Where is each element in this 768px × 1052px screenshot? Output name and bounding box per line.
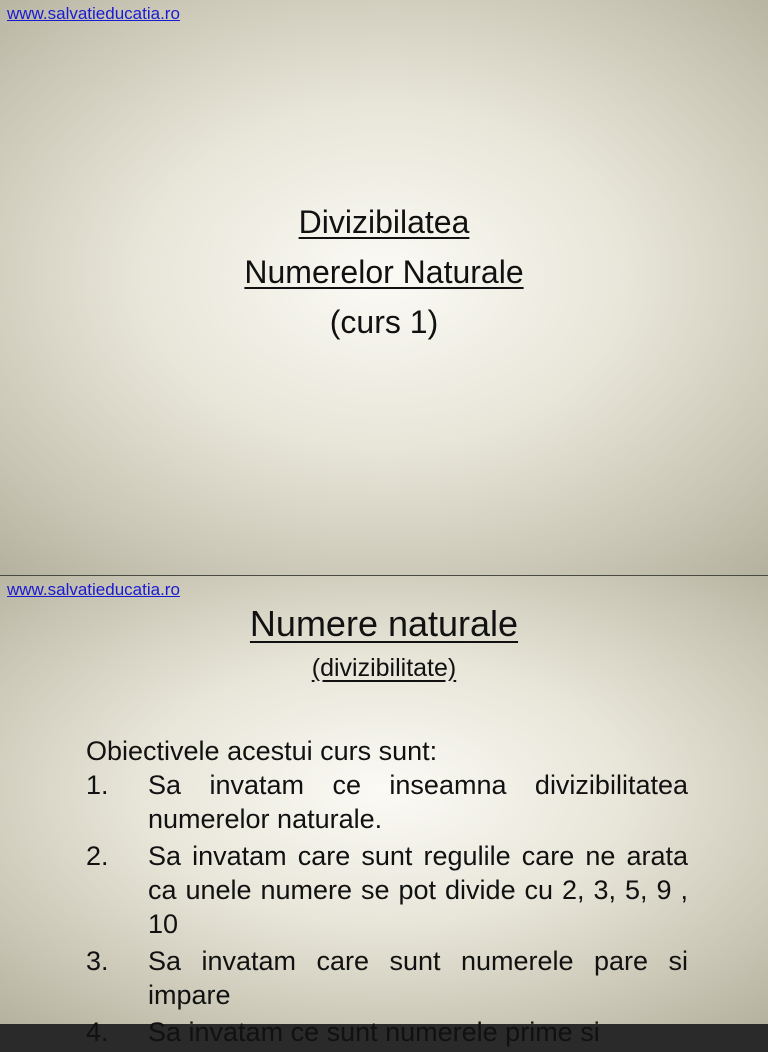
objectives-list bbox=[86, 768, 688, 1049]
list-item-number: 3. bbox=[86, 946, 109, 976]
list-item-text: Sa invatam ce sunt numerele prime si bbox=[148, 1017, 600, 1047]
objectives-intro: Obiectivele acestui curs sunt: bbox=[86, 736, 438, 766]
list-item-text: Sa invatam ce inseamna divizibilitatea numerelor naturale. bbox=[148, 770, 688, 834]
website-link[interactable]: www.salvatieducatia.ro bbox=[7, 4, 180, 23]
slide-body bbox=[86, 734, 688, 1052]
slide-subtitle: (divizibilitate) bbox=[311, 654, 457, 682]
list-item-text: Sa invatam care sunt regulile care ne arata ca unele numere se pot divide cu 2, 3, 5, 9 , 10 bbox=[148, 841, 688, 939]
title-line-1: Divizibilatea bbox=[298, 204, 470, 240]
title-line-2: Numerelor Naturale bbox=[244, 254, 524, 290]
list-item bbox=[86, 944, 688, 1012]
list-item-number: 4. bbox=[86, 1017, 109, 1047]
website-link[interactable]: www.salvatieducatia.ro bbox=[7, 580, 180, 599]
title-line-3: (curs 1) bbox=[329, 304, 439, 340]
list-item-text: Sa invatam care sunt numerele pare si impare bbox=[148, 946, 688, 1010]
list-item bbox=[86, 1015, 688, 1049]
list-item-number: 1. bbox=[86, 770, 109, 800]
list-item-number: 2. bbox=[86, 841, 109, 871]
list-item bbox=[86, 839, 688, 941]
slide-title: Numere naturale bbox=[249, 603, 519, 644]
list-item bbox=[86, 768, 688, 836]
slide-title bbox=[0, 197, 768, 347]
slide-2 bbox=[0, 576, 768, 1047]
